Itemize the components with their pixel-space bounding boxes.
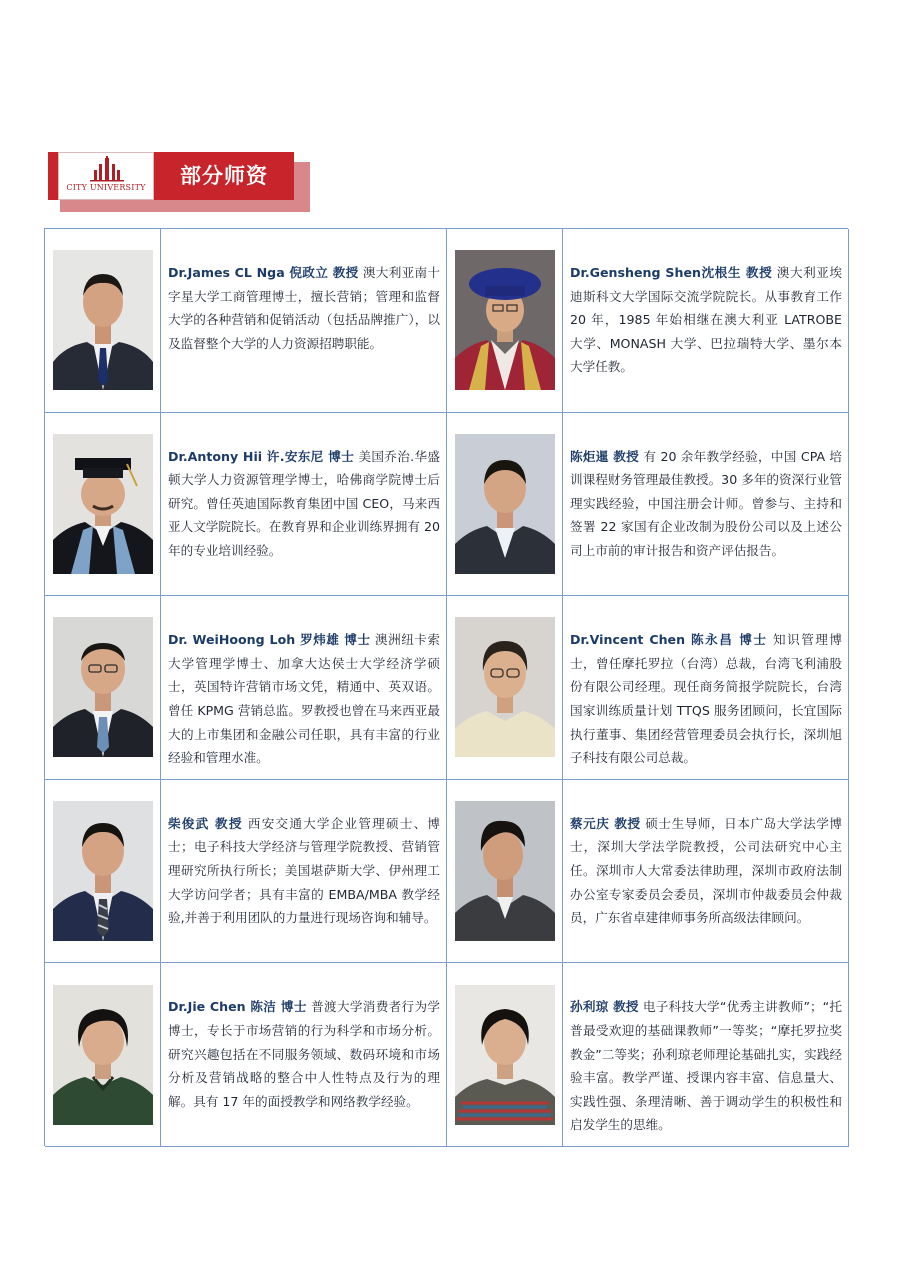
faculty-bio: 有 20 余年教学经验，中国 CPA 培训课程财务管理最佳教授。30 多年的资深行业管理实践经验，中国注册会计师。曾参与、主持和签署 22 家国有企业改制为股份公司以及上述公司上市前的审计报告和资产评估报告。	[570, 448, 842, 558]
faculty-bio: 澳大利亚埃迪斯科文大学国际交流学院院长。从事教育工作 20 年，1985 年始相继在澳大利亚 LATROBE 大学、MONASH 大学、巴拉瑞特大学、墨尔本大学任教。	[570, 265, 842, 375]
section-header	[48, 152, 310, 212]
faculty-bio: 硕士生导师，日本广岛大学法学博士，深圳大学法学院教授，公司法研究中心主任。深圳市人大常委法律助理，深圳市政府法制办公室专家委员会委员，深圳市仲裁委员会仲裁员，广东省卓建律师事务所高级法律顾问。	[570, 815, 842, 926]
faculty-bio: 澳洲纽卡索大学管理学博士、加拿大达侯士大学经济学硕士，英国特许营销市场文凭，精通中、英双语。曾任 KPMG 营销总监。罗教授也曾在马来西亚最大的上市集团和金融公司任职，具有丰富的行业经验和管理水准。	[168, 632, 440, 766]
faculty-photo	[53, 250, 153, 390]
header-accent-strip	[48, 152, 58, 200]
logo-text: CITY UNIVERSITY	[66, 183, 146, 192]
faculty-card	[447, 780, 849, 964]
faculty-bio: 澳大利亚南十字星大学工商管理博士，擅长营销；管理和监督大学的各种营销和促销活动（包括品牌推广），以及监督整个大学的人力资源招聘职能。	[168, 265, 441, 351]
faculty-photo	[53, 985, 153, 1125]
faculty-name: 孙利琼 教授	[570, 999, 639, 1015]
faculty-bio: 普渡大学消费者行为学博士，专长于市场营销的行为科学和市场分析。研究兴趣包括在不同服务领域、数码环境和市场分析及营销战略的整合中人性特点及行为的理解。具有 17 年的面授教学和网络教学经验。	[168, 999, 440, 1109]
faculty-name: 陈炬暹 教授	[570, 448, 640, 464]
faculty-photo	[455, 985, 555, 1125]
faculty-name: Dr.Jie Chen 陈洁 博士	[168, 999, 307, 1015]
faculty-photo	[455, 434, 555, 574]
faculty-name: Dr.Vincent Chen 陈永昌 博士	[570, 632, 768, 648]
faculty-card	[447, 596, 849, 780]
faculty-card	[447, 229, 849, 413]
university-logo	[58, 152, 154, 200]
faculty-grid	[44, 228, 848, 1146]
faculty-photo	[53, 617, 153, 757]
faculty-card	[447, 413, 849, 597]
section-title: 部分师资	[154, 152, 294, 200]
faculty-photo	[455, 617, 555, 757]
faculty-name: Dr.Antony Hii 许.安东尼 博士	[168, 448, 355, 464]
faculty-card	[45, 780, 447, 964]
faculty-card	[45, 229, 447, 413]
faculty-photo	[53, 434, 153, 574]
faculty-photo	[53, 801, 153, 941]
faculty-card	[45, 963, 447, 1147]
faculty-bio: 电子科技大学“优秀主讲教师”；“托普最受欢迎的基础课教师”一等奖；“摩托罗拉奖教金”二等奖；孙利琼老师理论基础扎实，实践经验丰富。教学严谨、授课内容丰富、信息量大、实践性强、条理清晰、善于调动学生的积极性和启发学生的思维。	[570, 999, 842, 1133]
faculty-bio: 知识管理博士，曾任摩托罗拉（台湾）总裁，台湾飞利浦股份有限公司经理。现任商务简报学院院长，台湾国家训练质量计划 TTQS 服务团顾问，长宜国际执行董事、集团经营管理委员会执行长，深圳旭子科技有限公司总裁。	[570, 632, 843, 766]
faculty-name: 柴俊武 教授	[168, 815, 243, 831]
faculty-name: Dr.James CL Nga 倪政立 教授	[168, 265, 359, 280]
faculty-photo	[455, 250, 555, 390]
faculty-name: Dr.Gensheng Shen沈根生 教授	[570, 265, 773, 280]
faculty-name: Dr. WeiHoong Loh 罗炜雄 博士	[168, 632, 371, 648]
faculty-bio: 西安交通大学企业管理硕士、博士；电子科技大学经济与管理学院教授、营销管理研究所执行所长；美国堪萨斯大学、伊州理工大学访问学者；具有丰富的 EMBA/MBA 教学经验,并善于利用团队的力量进行现场咨询和辅导。	[168, 815, 441, 926]
faculty-bio: 美国乔治.华盛顿大学人力资源管理学博士，哈佛商学院博士后研究。曾任英迪国际教育集团中国 CEO，马来西亚人文学院院长。在教育界和企业训练界拥有 20 年的专业培训经验。	[168, 448, 440, 558]
faculty-card	[447, 963, 849, 1147]
building-icon	[89, 156, 125, 182]
faculty-photo	[455, 801, 555, 941]
faculty-card	[45, 596, 447, 780]
faculty-name: 蔡元庆 教授	[570, 815, 641, 831]
faculty-card	[45, 413, 447, 597]
